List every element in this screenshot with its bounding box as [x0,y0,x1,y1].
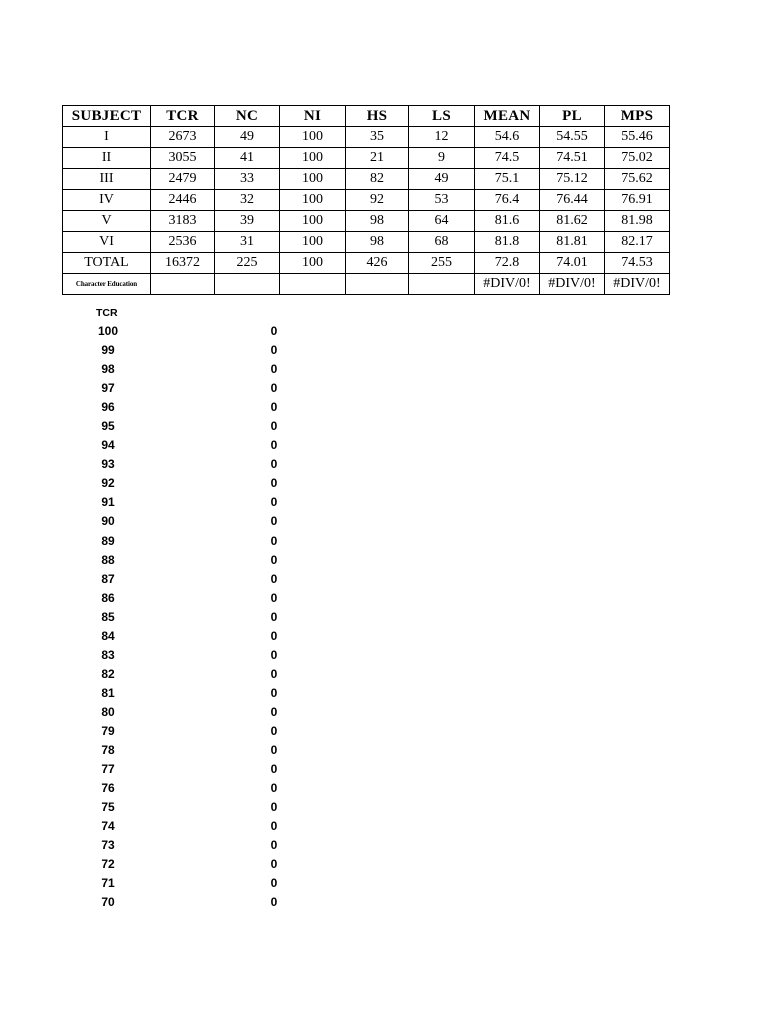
cell-hs: 98 [346,232,409,253]
tcr-score: 95 [101,419,115,434]
cell-tcr [151,274,215,295]
cell-pl: 76.44 [540,190,605,211]
tcr-score: 75 [101,800,115,815]
header-nc: NC [215,106,280,127]
tcr-count: 0 [270,609,278,624]
tcr-row [90,379,310,398]
cell-ls: 49 [409,169,475,190]
tcr-count: 0 [270,381,278,396]
cell-ls: 9 [409,148,475,169]
tcr-score: 99 [101,343,115,358]
cell-ni: 100 [280,232,346,253]
tcr-score: 100 [97,324,119,338]
header-tcr: TCR [151,106,215,127]
tcr-row [90,893,310,912]
cell-subject: IV [63,190,151,211]
cell-nc [215,274,280,295]
tcr-score: 92 [101,476,115,491]
tcr-count: 0 [270,647,278,662]
tcr-row [90,741,310,760]
header-subject: SUBJECT [63,106,151,127]
cell-ls: 53 [409,190,475,211]
tcr-score: 88 [101,552,115,567]
tcr-count: 0 [270,666,278,681]
cell-mps: #DIV/0! [605,274,670,295]
header-ni: NI [280,106,346,127]
table-row [63,253,670,274]
tcr-count: 0 [270,628,278,643]
cell-ni: 100 [280,211,346,232]
cell-mps: 74.53 [605,253,670,274]
header-mps: MPS [605,106,670,127]
tcr-row [90,855,310,874]
table-row [63,211,670,232]
tcr-row [90,474,310,493]
tcr-count: 0 [270,438,278,453]
tcr-row [90,436,310,455]
cell-pl: 74.51 [540,148,605,169]
tcr-row [90,646,310,665]
tcr-count: 0 [270,552,278,567]
tcr-count: 0 [270,838,278,853]
tcr-score: 79 [101,723,115,738]
tcr-count: 0 [270,819,278,834]
tcr-count: 0 [270,495,278,510]
cell-pl: 54.55 [540,127,605,148]
tcr-count: 0 [270,857,278,872]
tcr-row [90,779,310,798]
cell-nc: 39 [215,211,280,232]
table-row [63,232,670,253]
table-row [63,148,670,169]
tcr-score: 77 [101,762,115,777]
tcr-count: 0 [270,343,278,358]
cell-tcr: 2446 [151,190,215,211]
tcr-row [90,627,310,646]
tcr-row [90,722,310,741]
cell-mps: 82.17 [605,232,670,253]
tcr-count: 0 [270,533,278,548]
cell-mean: 72.8 [475,253,540,274]
cell-nc: 225 [215,253,280,274]
tcr-count: 0 [270,704,278,719]
cell-tcr: 3055 [151,148,215,169]
cell-hs [346,274,409,295]
cell-tcr: 2536 [151,232,215,253]
tcr-score: 87 [101,571,115,586]
cell-hs: 92 [346,190,409,211]
tcr-row [90,684,310,703]
cell-hs: 98 [346,211,409,232]
cell-nc: 33 [215,169,280,190]
cell-subject: TOTAL [63,253,151,274]
cell-mps: 75.62 [605,169,670,190]
tcr-row [90,608,310,627]
tcr-row [90,455,310,474]
table-row [63,190,670,211]
cell-mps: 76.91 [605,190,670,211]
tcr-row [90,512,310,531]
cell-subject: V [63,211,151,232]
tcr-count: 0 [270,419,278,434]
table-row [63,169,670,190]
cell-ls [409,274,475,295]
tcr-count: 0 [270,476,278,491]
tcr-score: 85 [101,609,115,624]
tcr-row [90,703,310,722]
tcr-row [90,532,310,551]
tcr-score: 81 [101,685,115,700]
cell-mps: 75.02 [605,148,670,169]
tcr-score: 86 [101,590,115,605]
cell-subject: II [63,148,151,169]
tcr-score: 90 [101,514,115,529]
tcr-count: 0 [270,324,278,338]
tcr-row [90,874,310,893]
tcr-score: 93 [101,457,115,472]
tcr-score: 89 [101,533,115,548]
cell-mean: 54.6 [475,127,540,148]
tcr-row [90,341,310,360]
cell-subject: III [63,169,151,190]
table-row [63,127,670,148]
tcr-row [90,817,310,836]
cell-ni: 100 [280,253,346,274]
header-hs: HS [346,106,409,127]
tcr-score: 84 [101,628,115,643]
cell-ls: 68 [409,232,475,253]
cell-tcr: 2673 [151,127,215,148]
cell-subject: VI [63,232,151,253]
cell-subject: Character Education [63,274,151,295]
tcr-score: 72 [101,857,115,872]
header-row [63,106,670,127]
cell-pl: 81.81 [540,232,605,253]
tcr-row [90,798,310,817]
cell-tcr: 3183 [151,211,215,232]
cell-pl: 74.01 [540,253,605,274]
cell-pl: 75.12 [540,169,605,190]
tcr-count: 0 [270,895,278,910]
header-pl: PL [540,106,605,127]
tcr-count: 0 [270,685,278,700]
tcr-count: 0 [270,457,278,472]
cell-pl: 81.62 [540,211,605,232]
cell-ni: 100 [280,169,346,190]
cell-mean: 74.5 [475,148,540,169]
cell-hs: 82 [346,169,409,190]
tcr-row [90,398,310,417]
tcr-rows [90,322,310,912]
cell-ni: 100 [280,190,346,211]
cell-mps: 55.46 [605,127,670,148]
tcr-count: 0 [270,362,278,377]
tcr-count: 0 [270,514,278,529]
header-ls: LS [409,106,475,127]
cell-tcr: 2479 [151,169,215,190]
tcr-score: 96 [101,400,115,415]
cell-hs: 35 [346,127,409,148]
tcr-score: 80 [101,704,115,719]
table-body [63,127,670,295]
cell-nc: 49 [215,127,280,148]
cell-mean: 76.4 [475,190,540,211]
cell-nc: 32 [215,190,280,211]
cell-subject: I [63,127,151,148]
tcr-list [90,305,310,912]
tcr-count: 0 [270,571,278,586]
cell-hs: 426 [346,253,409,274]
tcr-score: 94 [101,438,115,453]
cell-mean: 81.8 [475,232,540,253]
cell-ni: 100 [280,127,346,148]
cell-ls: 255 [409,253,475,274]
cell-hs: 21 [346,148,409,169]
tcr-count: 0 [270,781,278,796]
cell-mean: #DIV/0! [475,274,540,295]
tcr-count: 0 [270,743,278,758]
tcr-row [90,322,310,341]
tcr-row [90,665,310,684]
tcr-score: 82 [101,666,115,681]
tcr-row [90,589,310,608]
tcr-count: 0 [270,762,278,777]
cell-nc: 41 [215,148,280,169]
tcr-count: 0 [270,876,278,891]
tcr-score: 70 [101,895,115,910]
cell-mps: 81.98 [605,211,670,232]
tcr-row [90,417,310,436]
cell-ni: 100 [280,148,346,169]
header-mean: MEAN [475,106,540,127]
tcr-score: 74 [101,819,115,834]
tcr-score: 76 [101,781,115,796]
tcr-count: 0 [270,590,278,605]
cell-mean: 81.6 [475,211,540,232]
cell-ni [280,274,346,295]
tcr-row [90,570,310,589]
summary-table [62,105,670,295]
tcr-count: 0 [270,400,278,415]
tcr-row [90,360,310,379]
tcr-count: 0 [270,800,278,815]
tcr-score: 78 [101,743,115,758]
tcr-row [90,493,310,512]
tcr-score: 97 [101,381,115,396]
cell-nc: 31 [215,232,280,253]
tcr-row [90,836,310,855]
tcr-score: 73 [101,838,115,853]
tcr-score: 91 [101,495,115,510]
table-row [63,274,670,295]
cell-pl: #DIV/0! [540,274,605,295]
cell-ls: 64 [409,211,475,232]
tcr-row [90,760,310,779]
cell-tcr: 16372 [151,253,215,274]
tcr-row [90,551,310,570]
cell-ls: 12 [409,127,475,148]
tcr-heading: TCR [96,307,118,319]
tcr-score: 98 [101,362,115,377]
cell-mean: 75.1 [475,169,540,190]
tcr-score: 83 [101,647,115,662]
tcr-score: 71 [101,876,115,891]
tcr-count: 0 [270,723,278,738]
